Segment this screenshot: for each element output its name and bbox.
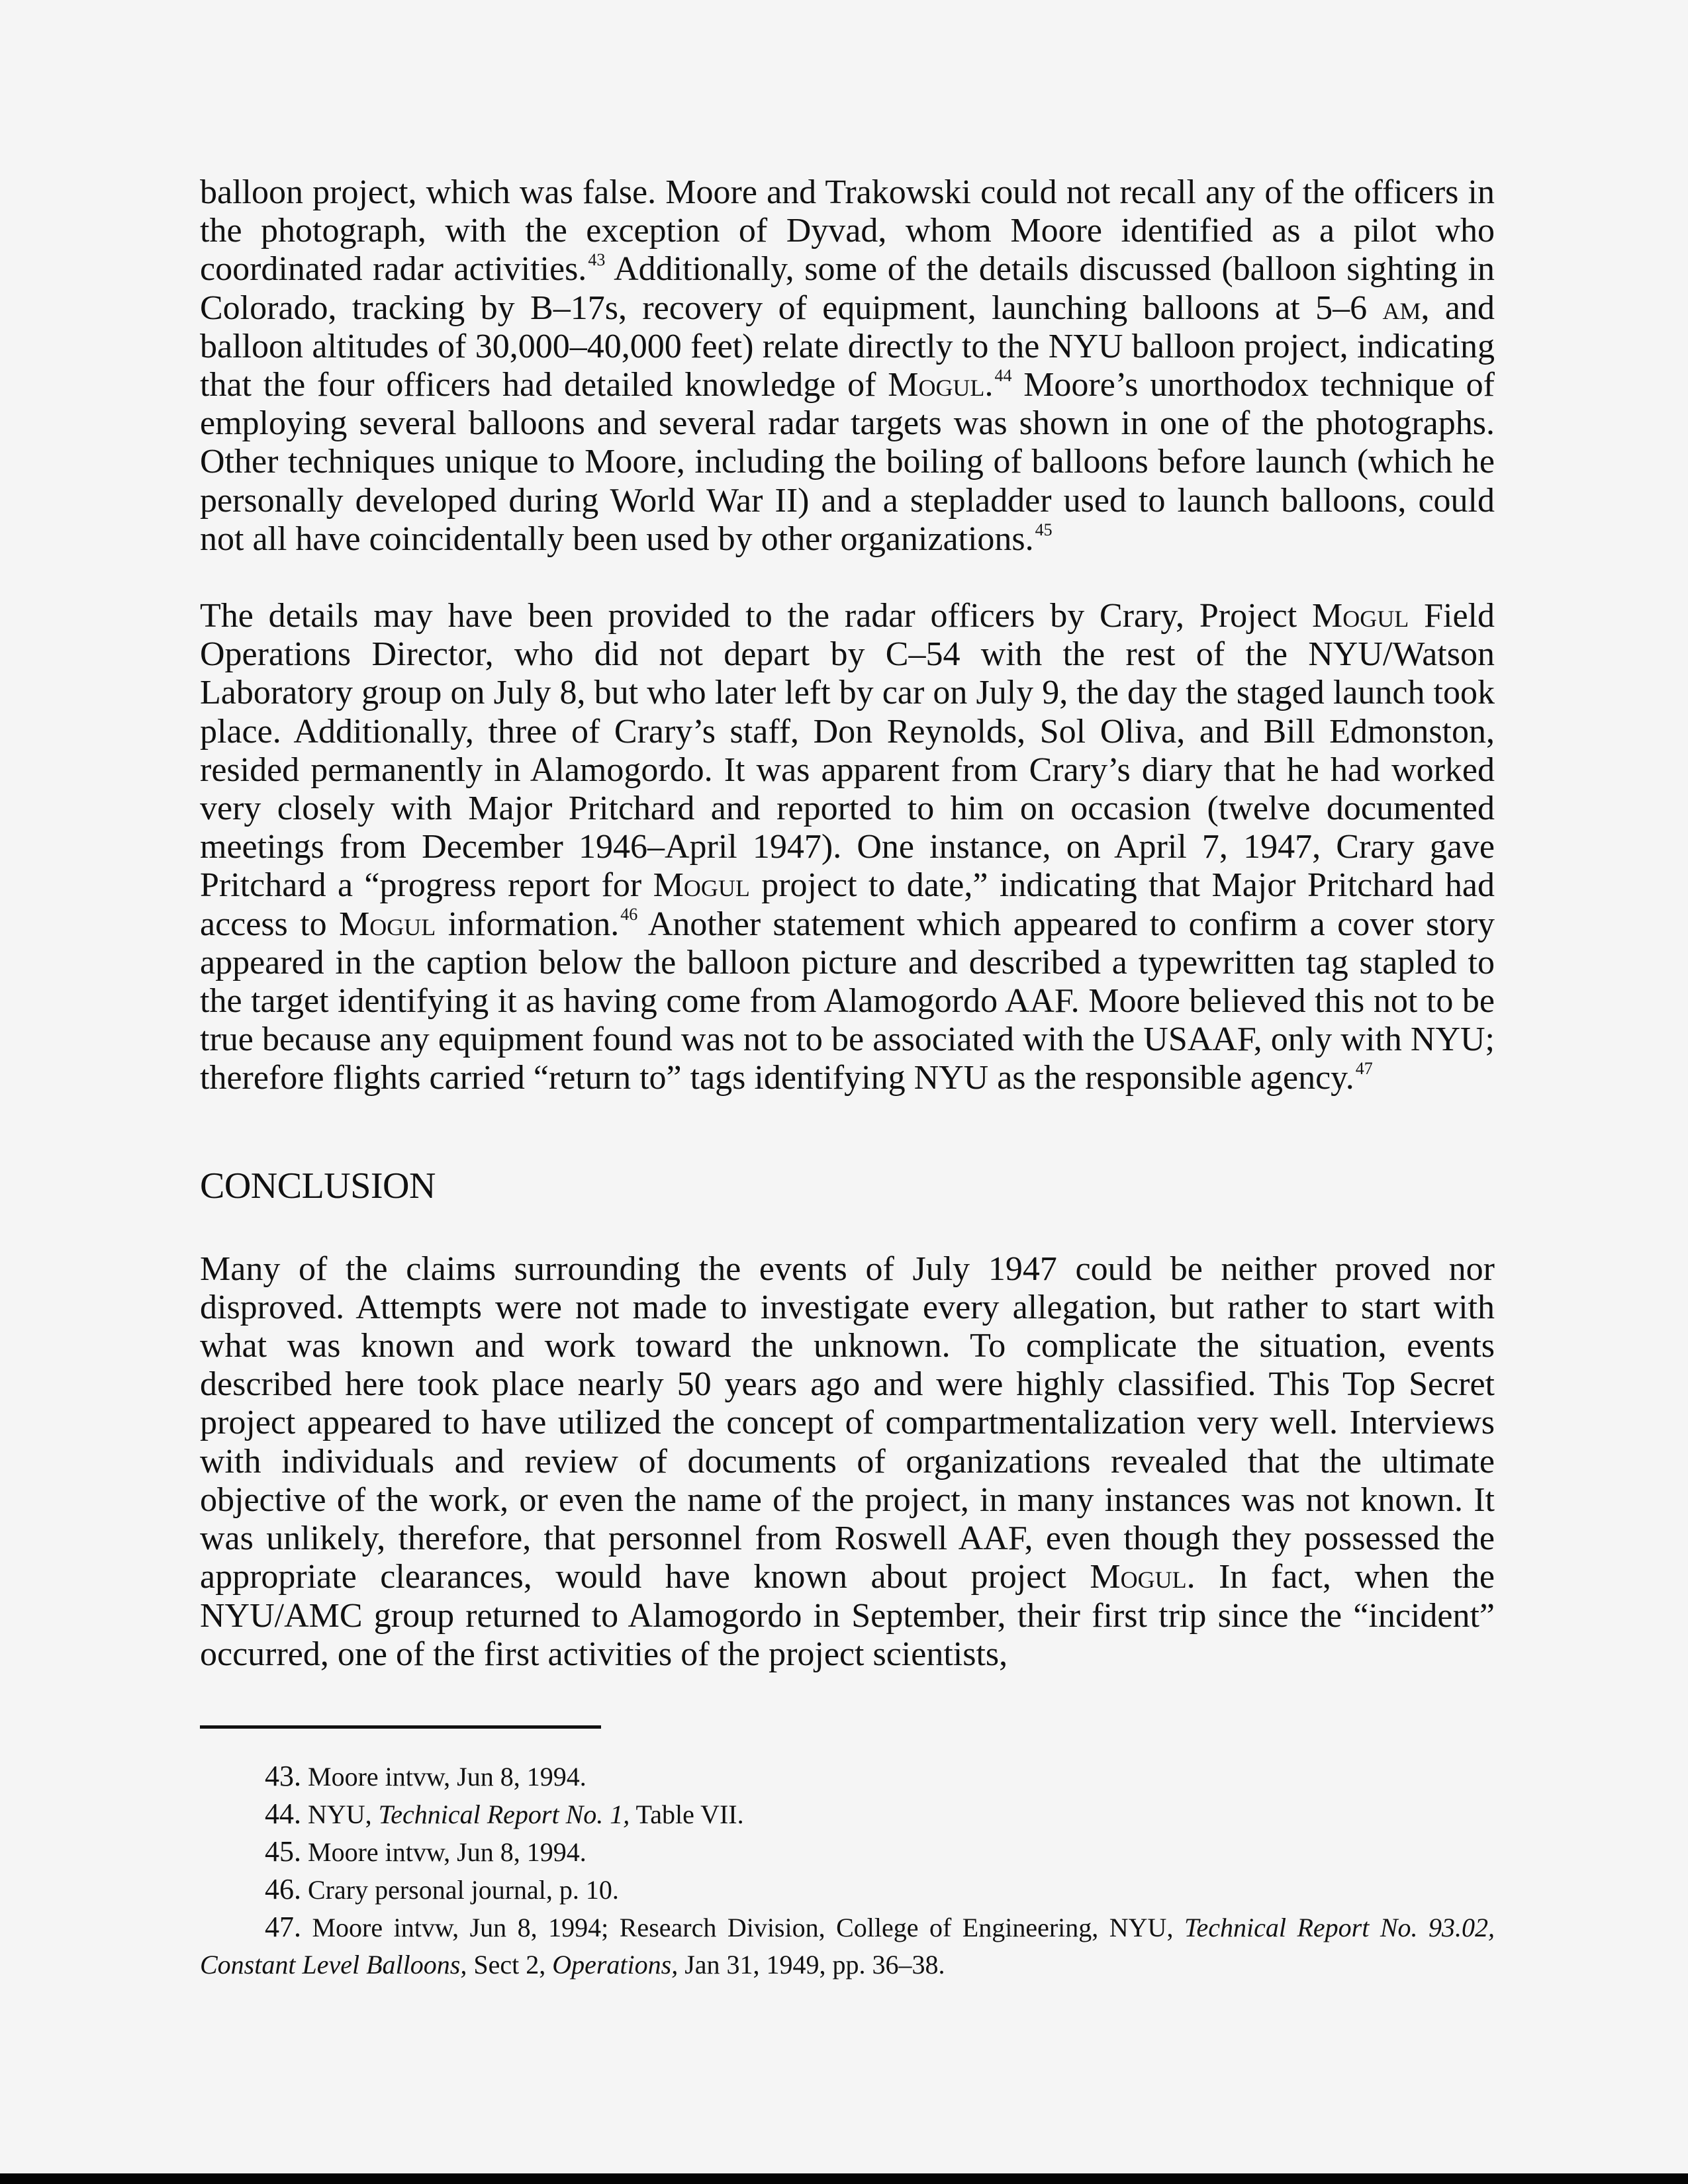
footnote-46: 46. Crary personal journal, p. 10. <box>265 1872 619 1905</box>
small-caps-term: am <box>1382 289 1421 327</box>
small-caps-term: Mogul <box>339 905 436 943</box>
footnote-43: 43. Moore intvw, Jun 8, 1994. <box>265 1759 586 1792</box>
footnote-number: 45. <box>265 1835 301 1868</box>
body-paragraph-3: Many of the claims surrounding the events of July 1947 could be neither proved nor disproved. Attempts were not made to investigate every allegation, but rather to start with what was known and work toward the unknown. To complicate the situation, events described here took place nearly 50 years ago and were highly classified. This Top Secret project appeared to have utilized the concept of compartmentalization very well. Interviews with individuals and review of documents of organizations revealed that the ultimate objective of the work, or even the name of the project, in many instances was not known. It was unlikely, therefore, that personnel from Roswell AAF, even though they possessed the appropriate clearances, would have known about project Mogul. In fact, when the NYU/AMC group returned to Alamogordo in September, their first trip since the “incident” occurred, one of the first activities of the project scientists, <box>200 1250 1495 1673</box>
footnote-reference[interactable]: 47 <box>1355 1059 1373 1079</box>
footnote-reference[interactable]: 43 <box>588 250 606 270</box>
footnote-44: 44. NYU, Technical Report No. 1, Table VII. <box>265 1797 744 1830</box>
footnote-reference[interactable]: 46 <box>620 905 638 925</box>
italic-title: Operations, <box>552 1949 679 1979</box>
footnotes-list <box>200 1758 1495 1983</box>
footnote-reference[interactable]: 44 <box>994 365 1012 385</box>
small-caps-term: Mogul <box>888 366 985 404</box>
footnote-number: 44. <box>265 1797 301 1830</box>
italic-title: Technical Report No. 93.02, Constant Level Balloons, <box>200 1912 1495 1979</box>
body-paragraph-1: balloon project, which was false. Moore and Trakowski could not recall any of the officers in the photograph, with the exception of Dyvad, whom Moore identified as a pilot who coordinated radar activities.$^{43}$ Additionally, some of the details discussed (balloon sighting in Colorado, tracking by B–17s, recovery of equipment, launching balloons at 5–6 am, and balloon altitudes of 30,000–40,000 feet) relate directly to the NYU balloon project, indicating that the four officers had detailed knowledge of Mogul.$^{44}$ Moore’s unorthodox technique of employing several balloons and several radar targets was shown in one of the photographs. Other techniques unique to Moore, including the boiling of balloons before launch (which he personally developed during World War II) and a stepladder used to launch balloons, could not all have coincidentally been used by other organizations.$^{45}$ <box>200 173 1495 558</box>
footnote-47: 47. Moore intvw, Jun 8, 1994; Research Division, College of Engineering, NYU, Technical Report No. 93.02, Constant Level Balloons, Sect 2, Operations, Jan 31, 1949, pp. 36–38. <box>200 1910 1495 1979</box>
section-heading-conclusion: CONCLUSION <box>200 1165 436 1206</box>
italic-title: Technical Report No. 1, <box>378 1799 630 1829</box>
body-paragraph-2: The details may have been provided to the radar officers by Crary, Project Mogul Field Operations Director, who did not depart by C–54 with the rest of the NYU/Watson Laboratory group on July 8, but who later left by car on July 9, the day the staged launch took place. Additionally, three of Crary’s staff, Don Reynolds, Sol Oliva, and Bill Edmonston, resided permanently in Alamogordo. It was apparent from Crary’s diary that he had worked very closely with Major Pritchard and reported to him on occasion (twelve documented meetings from December 1946–April 1947). One instance, on April 7, 1947, Crary gave Pritchard a “progress report for Mogul project to date,” indicating that Major Pritchard had access to Mogul information.$^{46}$ Another statement which appeared to confirm a cover story appeared in the caption below the balloon picture and described a typewritten tag stapled to the target identifying it as having come from Alamogordo AAF. Moore believed this not to be true because any equipment found was not to be associated with the USAAF, only with NYU; therefore flights carried “return to” tags identifying NYU as the responsible agency.$^{47}$ <box>200 597 1495 1097</box>
footnote-number: 46. <box>265 1872 301 1905</box>
footnote-number: 43. <box>265 1759 301 1792</box>
footnote-separator-rule <box>200 1725 601 1729</box>
footnote-number: 47. <box>265 1910 301 1943</box>
scan-bottom-edge <box>0 2173 1688 2184</box>
small-caps-term: Mogul <box>1312 597 1409 635</box>
footnote-45: 45. Moore intvw, Jun 8, 1994. <box>265 1835 586 1868</box>
small-caps-term: Mogul <box>653 866 750 905</box>
footnote-reference[interactable]: 45 <box>1035 520 1053 539</box>
document-page <box>200 173 1495 1983</box>
small-caps-term: Mogul <box>1090 1558 1187 1596</box>
